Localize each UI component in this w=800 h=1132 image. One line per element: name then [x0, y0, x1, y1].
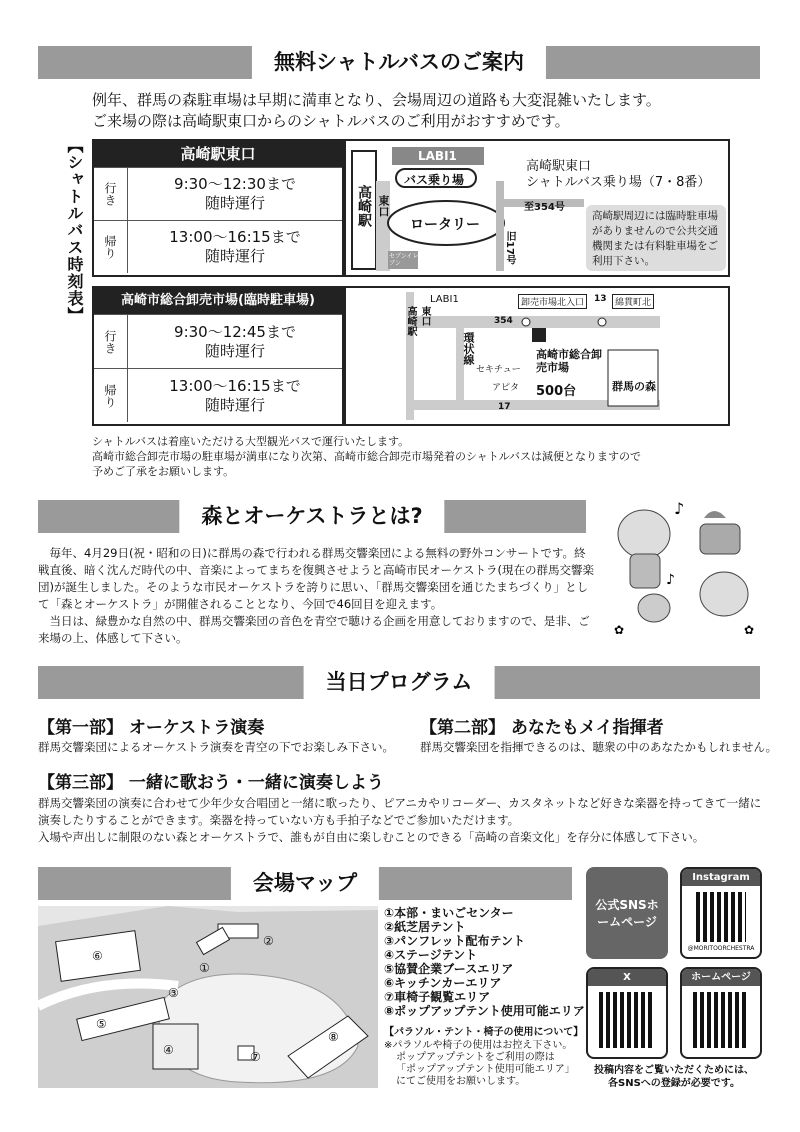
map2-sekichu: セキチュー: [476, 365, 521, 375]
legend-item: ②紙芝居テント: [384, 920, 466, 934]
timetable-market: [92, 286, 344, 426]
shuttle-footnote-2: 高崎市総合卸売市場の駐車場が満車になり次第、高崎市総合卸売市場発着のシャトルバスは減便となりますので: [92, 450, 642, 463]
part1-text: 群馬交響楽団によるオーケストラ演奏を青空の下でお楽しみ下さい。: [38, 740, 395, 754]
legend-item: ⑤協賛企業ブースエリア: [384, 962, 514, 976]
back-time: 13:00〜16:15まで: [169, 376, 301, 395]
svg-text:♪: ♪: [674, 499, 685, 518]
svg-text:✿: ✿: [614, 623, 625, 637]
map2-station: 高崎駅: [405, 306, 416, 336]
map1-seven: セブンイレブン: [389, 253, 419, 267]
homepage-qr-card[interactable]: [680, 967, 762, 1059]
map2-ent2: 綿貫町北: [612, 294, 654, 309]
venue-rule-2: ポップアップテントをご利用の際は: [396, 1052, 555, 1063]
shuttle-header-bar: [38, 46, 760, 79]
go-label: 行き: [94, 315, 128, 368]
timetable-header: 高崎駅東口: [94, 141, 342, 167]
map-market: [344, 286, 730, 426]
legend-item: ⑧ポップアップテント使用可能エリア: [384, 1004, 585, 1018]
part3-text-1: 群馬交響楽団の演奏に合わせて少年少女合唱団と一緒に歌ったり、ピアニカやリコーダー、カスタネットなど好きな楽器を持ってきて一緒に演奏したりすることができます。楽器を持っていない方も手拍子などでご参加いただけます。: [38, 796, 762, 827]
map1-old17: 旧17号: [504, 231, 515, 265]
venue-legend: [384, 906, 585, 1018]
x-qr-icon[interactable]: [599, 992, 655, 1048]
map2-market: 高崎市総合卸売市場: [536, 348, 602, 374]
instagram-id: @MORITOORCHESTRA: [687, 945, 755, 952]
shuttle-intro-2: ご来場の際は高崎駅東口からのシャトルバスのご利用がおすすめです。: [92, 112, 570, 130]
part2-heading: 【第二部】 あなたもメイ指揮者: [420, 718, 664, 738]
shuttle-intro-1: 例年、群馬の森駐車場は早期に満車となり、会場周辺の道路も大変混雑いたします。: [92, 91, 661, 109]
shuttle-footnote-1: シャトルバスは着座いただける大型観光バスで運行いたします。: [92, 435, 410, 448]
map-takasaki-station: [344, 139, 730, 277]
legend-item: ④ステージテント: [384, 948, 478, 962]
program-header-bar: [38, 666, 760, 699]
instagram-caption: Instagram: [682, 869, 760, 886]
map2-east: 東口: [419, 306, 430, 326]
x-qr-card[interactable]: [586, 967, 668, 1059]
map1-to354: 至354号: [524, 202, 565, 213]
venue-rule-4: にてご使用をお願いします。: [396, 1076, 526, 1087]
map1-stop-name-2: シャトルバス乗り場（7・8番）: [526, 175, 711, 190]
map1-station: 高崎駅: [356, 185, 372, 227]
back-label: 帰り: [94, 369, 128, 422]
go-note: 随時運行: [204, 341, 265, 360]
shuttle-footnote-3: 予めご了承をお願いします。: [92, 465, 235, 478]
venue-rule-3: 「ポップアップテント使用可能エリア」: [396, 1064, 575, 1075]
timetable-header: 高崎市総合卸売市場(臨時駐車場): [94, 288, 342, 314]
venue-rule-1: ※パラソルや椅子の使用はお控え下さい。: [384, 1040, 573, 1051]
map2-r17: 17: [498, 402, 511, 412]
part2-text: 群馬交響楽団を指揮できるのは、聴衆の中のあなたかもしれません。: [420, 740, 778, 754]
venue-rule-title: 【パラソル・テント・椅子の使用について】: [384, 1027, 584, 1038]
part3-heading: 【第三部】 一緒に歌おう・一緒に演奏しよう: [38, 773, 384, 793]
homepage-qr-icon[interactable]: [693, 992, 749, 1048]
about-paragraph-1: 毎年、4月29日(祝・昭和の日)に群馬の森で行われる群馬交響楽団による無料の野外コンサートです。終戦直後、暗く沈んだ時代の中、音楽によってまちを復興させようと高崎市民オーケストラ(現在の群馬交響楽団)が誕生しました。そのような市民オーケストラを誇りに思い、「群馬交響楽団を通じたまちづくり」として「森とオーケストラ」が開催されることとなり、今回で46回目を迎えます。: [38, 546, 595, 611]
legend-item: ③パンフレット配布テント: [384, 934, 525, 948]
program-title: 当日プログラム: [304, 666, 495, 699]
back-time: 13:00〜16:15まで: [169, 228, 301, 246]
go-time: 9:30〜12:30まで: [174, 175, 296, 193]
homepage-caption: ホームページ: [682, 969, 760, 986]
svg-text:✿: ✿: [744, 623, 755, 637]
sns-note-2: 各SNSへの登録が必要です。: [608, 1078, 740, 1089]
map1-rotary: ロータリー: [410, 217, 480, 233]
map2-ring: 環状線: [462, 332, 475, 365]
part3-text-2: 入場や声出しに制限のない森とオーケストラで、誰もが自由に楽しむことのできる「高崎の音楽文化」を存分に体感して下さい。: [38, 830, 705, 844]
back-note: 随時運行: [204, 395, 265, 414]
orchestra-animals-illustration: [604, 494, 764, 644]
venue-mark-6: ⑥: [92, 949, 103, 963]
x-caption: X: [588, 969, 666, 986]
venue-mark-8: ⑧: [328, 1030, 339, 1044]
go-label: 行き: [94, 168, 128, 220]
part1-heading: 【第一部】 オーケストラ演奏: [38, 718, 265, 738]
map2-spaces: 500台: [536, 384, 577, 399]
map1-labi: LABI1: [418, 149, 457, 163]
venue-title: 会場マップ: [231, 867, 379, 900]
venue-mark-1: ①: [199, 961, 210, 975]
map2-r13: 13: [594, 294, 607, 304]
venue-mark-4: ④: [163, 1043, 174, 1057]
go-time: 9:30〜12:45まで: [174, 322, 296, 341]
map1-east: 東口: [377, 195, 390, 217]
map2-apita: アピタ: [492, 383, 520, 393]
shuttle-side-label: 【シャトルバス時刻表】: [65, 137, 84, 324]
about-paragraph-2: 当日は、緑豊かな自然の中、群馬交響楽団の音色を青空で聴ける企画を用意しておりますので、是非、ご来場の上、体感して下さい。: [38, 614, 590, 645]
venue-map-drawing: [38, 906, 378, 1088]
sns-note: [586, 1064, 762, 1090]
map2-r354: 354: [494, 316, 513, 326]
map2-labi: LABI1: [430, 294, 459, 305]
legend-item: ⑥キッチンカーエリア: [384, 976, 502, 990]
shuttle-title: 無料シャトルバスのご案内: [252, 46, 546, 79]
back-label: 帰り: [94, 221, 128, 273]
legend-item: ⑦車椅子観覧エリア: [384, 990, 491, 1004]
map2-forest: 群馬の森: [612, 380, 656, 393]
svg-text:♪: ♪: [666, 572, 675, 588]
about-header-bar: [38, 500, 586, 533]
go-note: 随時運行: [204, 194, 265, 212]
instagram-qr-card[interactable]: [680, 867, 762, 959]
venue-mark-3: ③: [168, 986, 179, 1000]
venue-mark-2: ②: [263, 934, 274, 948]
official-sns-label: 公式SNSホームページ: [586, 867, 668, 959]
venue-mark-7: ⑦: [250, 1050, 261, 1064]
back-note: 随時運行: [204, 247, 265, 265]
venue-header-bar: [38, 867, 572, 900]
venue-mark-5: ⑤: [96, 1017, 107, 1031]
map1-bus-stop: バス乗り場: [404, 173, 465, 187]
map1-stop-name-1: 高崎駅東口: [526, 159, 592, 174]
instagram-qr-icon[interactable]: [696, 892, 746, 942]
about-title: 森とオーケストラとは?: [179, 500, 444, 533]
sns-note-1: 投稿内容をご覧いただくためには、: [594, 1065, 754, 1076]
timetable-takasaki-station: [92, 139, 344, 277]
map1-note: 高崎駅周辺には臨時駐車場がありませんので公共交通機関または有料駐車場をご利用下さい。: [592, 210, 718, 267]
legend-item: ①本部・まいごセンター: [384, 906, 514, 920]
map2-ent1: 卸売市場北入口: [518, 294, 587, 309]
